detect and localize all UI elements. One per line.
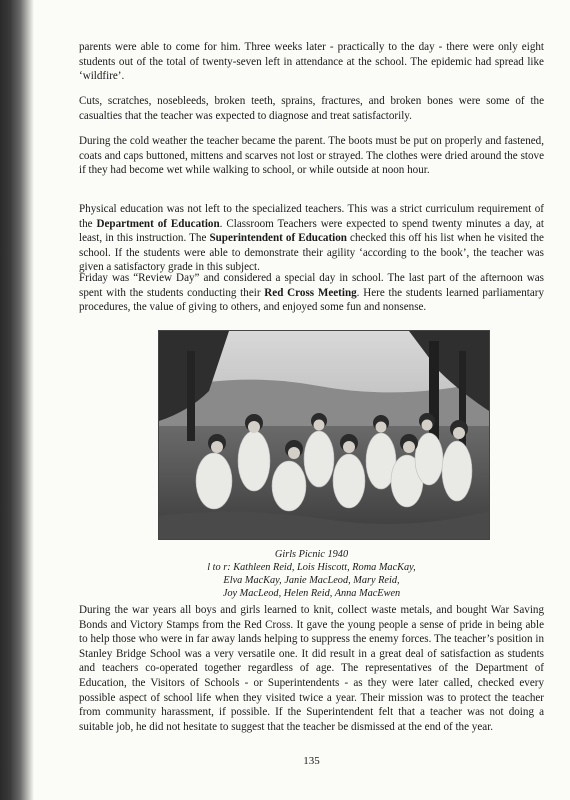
paragraph-review-day: [79, 271, 544, 315]
caption-names-line: Joy MacLeod, Helen Reid, Anna MacEwen: [222, 588, 401, 599]
text-run: Physical education was not left to the specialized teachers. This was a strict curriculum requirement of the: [79, 203, 544, 230]
caption-title: Girls Picnic 1940: [274, 549, 349, 560]
book-binding-shadow: [0, 0, 34, 800]
paragraph-physical-education: [79, 202, 544, 275]
bold-term-red-cross: Red Cross Meeting: [264, 286, 357, 299]
text-run: . Here the students learned parliamentary procedures, the value of giving to others, and enjoyed some fun and nonsense.: [79, 286, 544, 314]
caption-names-line: l to r: Kathleen Reid, Lois Hiscott, Roma MacKay,: [207, 562, 416, 573]
photo-illustration: [159, 331, 489, 539]
text-run: checked this off his list when he visited the school. If the students were able to demonstrate their agility ‘according to the book’, the teacher was given a satisfactory grade in this subject.: [79, 232, 544, 274]
paragraph-epidemic: parents were able to come for him. Three weeks later - practically to the day - there were only eight students out of the total of twenty-seven left in attendance at the school. The epidemic had spread like ‘wildfire’.: [79, 41, 544, 83]
bold-term-department: Department of Education: [96, 217, 220, 230]
page-number: 135: [303, 755, 320, 767]
text-run: . Classroom Teachers were expected to spend twenty minutes a day, at least, in this instruction. The: [79, 217, 545, 245]
paragraph-injuries: Cuts, scratches, nosebleeds, broken teeth, sprains, fractures, and broken bones were some of the casualties that the teacher was expected to diagnose and treat satisfactorily.: [79, 95, 544, 122]
caption-names-line: Elva MacKay, Janie MacLeod, Mary Reid,: [223, 575, 400, 586]
paragraph-cold-weather: During the cold weather the teacher became the parent. The boots must be put on properly and fastened, coats and caps buttoned, mittens and scarves not lost or strayed. The clothes were dried around the stove if they had become wet while walking to school, or while outside at noon hour.: [79, 135, 544, 177]
photo-caption: [79, 548, 544, 600]
bold-term-superintendent: Superintendent of Education: [209, 232, 347, 245]
text-run: Friday was “Review Day” and considered a special day in school. The last part of the afternoon was spent with the students conducting their: [79, 272, 544, 299]
group-photo: [158, 330, 490, 540]
paragraph-war-years: During the war years all boys and girls learned to knit, collect waste metals, and bought War Saving Bonds and Victory Stamps from the Red Cross. It gave the young people a sense of pride in being able to help those who were in far away lands helping to suppress the enemy forces. The teacher’s position in Stanley Bridge School was a very versatile one. It did result in a great deal of satisfaction as students and teachers co-operated together regardless of age. The representatives of the Department of Education, the Visitors of Schools - or Superintendents - as they were later called, checked every possible aspect of school life when they visited twice a year. Their mission was to protect the teacher from community harassment, if possible. If the Superintendent felt that a teacher was not doing a suitable job, he did not hesitate to suggest that the teacher be dismissed at the end of the year.: [79, 604, 544, 733]
